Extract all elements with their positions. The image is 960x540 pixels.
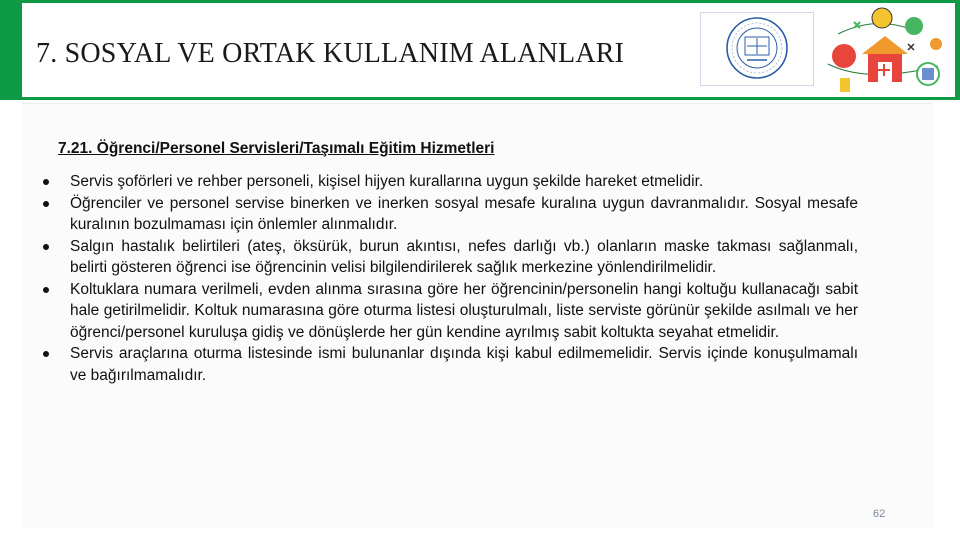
list-item	[40, 193, 858, 236]
section-title: 7.21. Öğrenci/Personel Servisleri/Taşımalı Eğitim Hizmetleri	[58, 140, 495, 157]
school-health-illustration-icon	[818, 4, 956, 98]
list-item	[40, 279, 858, 344]
list-item-text: Salgın hastalık belirtileri (ateş, öksürük, burun akıntısı, nefes darlığı vb.) olanların maske takması sağlanmalı, belirti gösteren öğrenci ise öğrencinin velisi bilgilendirilerek sağlık merkezine yönlendirilmelidir.	[70, 237, 858, 276]
list-item-text: Öğrenciler ve personel servise binerken ve inerken sosyal mesafe kuralına uygun davranmalıdır. Sosyal mesafe kuralının bozulmaması için önlemler alınmalıdır.	[70, 194, 858, 233]
bullet-icon	[43, 287, 49, 293]
page-number: 62	[873, 508, 886, 520]
list-item-text: Servis araçlarına oturma listesinde ismi bulunanlar dışında kişi kabul edilmemelidir. Servis içinde konuşulmamalı ve bağırılmamalıdır.	[70, 345, 858, 384]
bullet-list	[40, 171, 858, 386]
bullet-icon	[43, 244, 49, 250]
list-item-text: Koltuklara numara verilmeli, evden alınma sırasına göre her öğrencinin/personelin hangi koltuğu kullanacağı sabit hale getirilmelidir. Koltuk numarasına göre oturma listesi oluşturulmalı, liste serviste görünür şekilde asılmalı ve her öğrenci/personel kuruluşa gidiş ve dönüşlerde her gün kendine ayrılmış sabit koltukta seyahat etmelidir.	[70, 280, 858, 341]
bullet-icon	[43, 201, 49, 207]
bullet-icon	[43, 179, 49, 185]
list-item	[40, 236, 858, 279]
bullet-icon	[43, 351, 49, 357]
list-item-text: Servis şoförleri ve rehber personeli, kişisel hijyen kurallarına uygun şekilde hareket etmelidir.	[70, 173, 704, 190]
page-title: 7. SOSYAL VE ORTAK KULLANIM ALANLARI	[36, 38, 625, 69]
seal-logo-icon	[700, 12, 814, 86]
list-item	[40, 343, 858, 386]
list-item	[40, 171, 858, 193]
